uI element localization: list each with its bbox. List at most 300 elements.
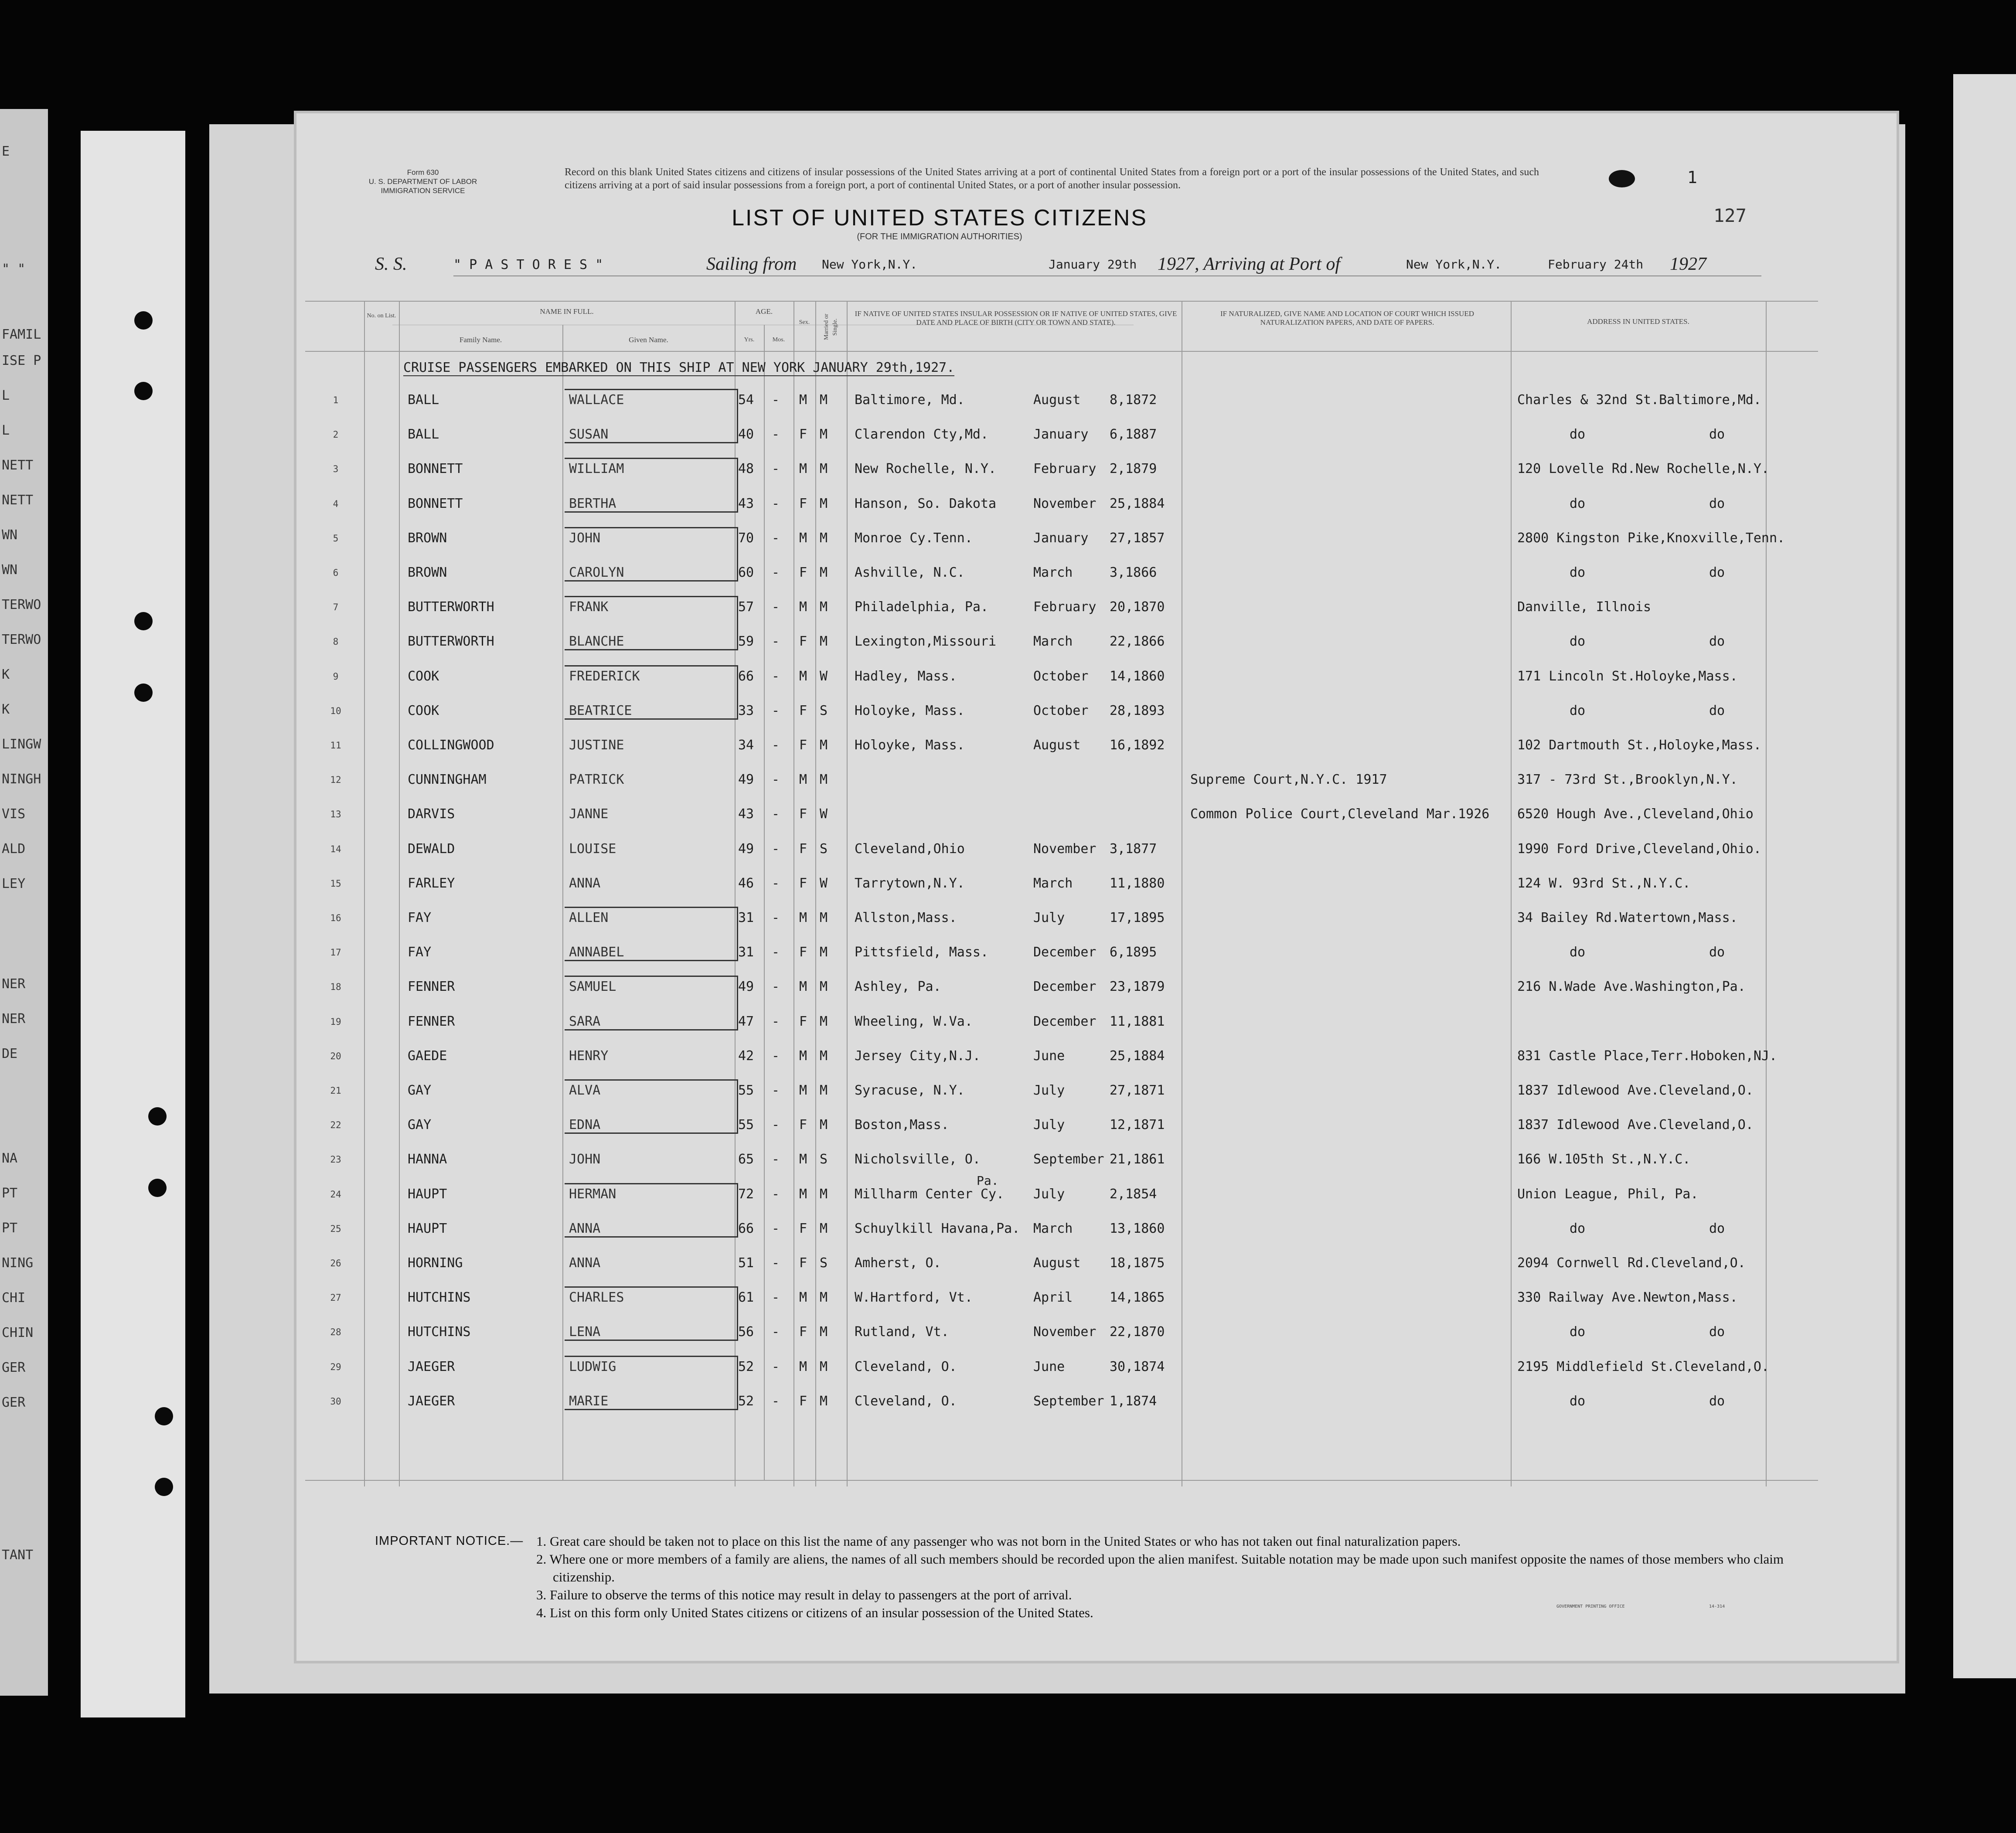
arriving-year: 1927 [1670,254,1706,274]
address-ditto: do [1570,565,1586,580]
address-ditto: do [1570,945,1586,960]
header-top-rule [305,301,1818,302]
age-years: 51 [738,1255,754,1271]
row-number: 4 [333,498,339,509]
row-number: 25 [330,1223,341,1234]
birth-month: August [1033,738,1081,753]
birth-day-year: 28,1893 [1110,703,1165,718]
birth-day-year: 8,1872 [1110,392,1157,408]
birth-day-year: 11,1881 [1110,1013,1165,1029]
notice-item: 2. Where one or more members of a family are aliens, the names of all such members should be recorded upon the alien manifest. Suitable notation may be made upon such manifest opposite the names of those members who claim citizenship. [536,1551,1784,1585]
margin-fragment: ALD [2,841,26,857]
birth-day-year: 25,1884 [1110,1048,1165,1064]
address-ditto: do [1570,1393,1586,1409]
birth-month: July [1033,910,1065,925]
header-sex: Sex. [799,319,810,326]
family-name: HUTCHINS [408,1290,471,1306]
birth-day-year: 22,1870 [1110,1324,1165,1340]
birth-place: Ashville, N.C. [855,565,965,580]
sex: F [799,738,807,753]
address: 1837 Idlewood Ave.Cleveland,O. [1517,1117,1754,1133]
age-years: 52 [738,1393,754,1409]
family-name: COOK [408,668,439,684]
row-number: 19 [330,1016,341,1027]
age-months: - [772,461,780,477]
family-name: DARVIS [408,806,455,822]
age-months: - [772,979,780,995]
family-name: BROWN [408,530,447,546]
birth-place: W.Hartford, Vt. [855,1290,973,1306]
row-number: 11 [330,740,341,751]
margin-fragment: L [2,423,10,438]
sailing-year: 1927 [1158,254,1194,274]
family-name: HANNA [408,1152,447,1167]
marital-status: M [820,634,828,650]
age-years: 47 [738,1013,754,1029]
header-given-name: Given Name. [629,336,668,344]
birth-place: Cleveland, O. [855,1393,957,1409]
row-number: 23 [330,1154,341,1165]
given-name: SAMUEL [569,979,616,995]
sex: F [799,1117,807,1133]
birth-month: November [1033,1324,1097,1340]
age-years: 52 [738,1359,754,1374]
sex: M [799,599,807,615]
margin-fragment: PT [2,1221,18,1236]
sailing-date: January 29th [1049,257,1137,272]
birth-month: March [1033,875,1073,891]
birth-month: December [1033,945,1097,960]
family-name: GAY [408,1117,432,1133]
header-mos: Mos. [772,337,785,343]
birth-place: Boston,Mass. [855,1117,949,1133]
notice-item: 3. Failure to observe the terms of this notice may result in delay to passengers at the port of arrival. [536,1587,1072,1602]
marital-status: M [820,461,828,477]
header-bottom-rule [305,351,1818,352]
age-months: - [772,772,780,788]
table-row [296,461,1822,492]
row-number: 27 [330,1292,341,1303]
age-years: 59 [738,634,754,650]
table-row [296,1324,1822,1355]
family-name: FENNER [408,1013,455,1029]
address: 102 Dartmouth St.,Holoyke,Mass. [1517,738,1761,753]
birth-day-year: 14,1865 [1110,1290,1165,1306]
age-months: - [772,1186,780,1202]
birth-month: September [1033,1393,1104,1409]
birth-day-year: 3,1866 [1110,565,1157,580]
sex: F [799,1255,807,1271]
row-number: 14 [330,843,341,854]
given-name: WALLACE [569,392,624,408]
birth-month: March [1033,634,1073,650]
address: 317 - 73rd St.,Brooklyn,N.Y. [1517,772,1738,788]
margin-fragment: DE [2,1046,18,1061]
birth-place: Ashley, Pa. [855,979,941,995]
age-months: - [772,1083,780,1098]
birth-place: Rutland, Vt. [855,1324,949,1340]
margin-fragment: GER [2,1395,26,1410]
manifest-page [296,113,1897,1661]
marital-status: M [820,496,828,511]
sex: F [799,427,807,442]
sex: M [799,668,807,684]
table-row [296,738,1822,768]
table-row [296,1394,1822,1424]
given-name: BERTHA [569,496,616,511]
birth-month: July [1033,1186,1065,1202]
age-years: 34 [738,738,754,753]
margin-fragment: GER [2,1360,26,1375]
age-years: 31 [738,910,754,925]
family-bracket [565,1356,738,1410]
birth-place: Cleveland,Ohio [855,841,965,857]
family-name: JAEGER [408,1359,455,1374]
family-name: COOK [408,703,439,718]
address: 166 W.105th St.,N.Y.C. [1517,1152,1691,1167]
arriving-label: , Arriving at Port of [1195,254,1341,274]
birth-day-year: 25,1884 [1110,496,1165,511]
age-months: - [772,565,780,580]
family-bracket [565,596,738,650]
address-ditto: do [1570,1221,1586,1236]
sex: F [799,1393,807,1409]
address: 120 Lovelle Rd.New Rochelle,N.Y. [1517,461,1769,477]
margin-fragment: NETT [2,493,34,508]
age-months: - [772,1117,780,1133]
sailing-label: Sailing from [706,254,797,274]
header-birth: IF NATIVE OF UNITED STATES INSULAR POSSESSION OR IF NATIVE OF UNITED STATES, GIVE DATE AND PLACE OF BIRTH (CITY OR TOWN AND STATE). [855,309,1177,326]
address-ditto: do [1709,427,1725,442]
margin-fragment: K [2,702,10,717]
marital-status: M [820,1290,828,1306]
sex: F [799,945,807,960]
birth-month: July [1033,1117,1065,1133]
punch-hole [134,311,153,330]
marital-status: W [820,668,828,684]
age-months: - [772,530,780,546]
arriving-date: February 24th [1548,257,1644,272]
birth-day-year: 2,1854 [1110,1186,1157,1202]
given-name: MARIE [569,1393,609,1409]
row-number: 3 [333,464,339,475]
birth-day-year: 17,1895 [1110,910,1165,925]
given-name: BLANCHE [569,634,624,650]
address-ditto: do [1709,496,1725,511]
address-ditto: do [1709,703,1725,718]
birth-month: August [1033,1255,1081,1271]
marital-status: M [820,1359,828,1374]
birth-day-year: 3,1877 [1110,841,1157,857]
table-row [296,945,1822,975]
given-name: ANNA [569,1255,601,1271]
address-ditto: do [1570,634,1586,650]
header-yrs: Yrs. [744,337,755,343]
given-name: FREDERICK [569,668,640,684]
department-name: U. S. DEPARTMENT OF LABOR [368,177,477,186]
row-number: 2 [333,429,339,440]
row-number: 16 [330,913,341,923]
margin-fragment: WN [2,527,18,543]
age-years: 55 [738,1117,754,1133]
address: 1837 Idlewood Ave.Cleveland,O. [1517,1083,1754,1098]
birth-day-year: 6,1887 [1110,427,1157,442]
header-address: ADDRESS IN UNITED STATES. [1587,317,1689,326]
given-name: LOUISE [569,841,616,857]
row-number: 8 [333,636,339,647]
birth-place: Schuylkill Havana,Pa. [855,1221,1020,1236]
sex: M [799,1048,807,1064]
age-months: - [772,1393,780,1409]
age-years: 65 [738,1152,754,1167]
marital-status: S [820,841,828,857]
birth-month: June [1033,1359,1065,1374]
sex: M [799,910,807,925]
address: 2195 Middlefield St.Cleveland,O. [1517,1359,1769,1374]
marital-status: M [820,1186,828,1202]
marital-status: S [820,703,828,718]
table-row [296,1083,1822,1113]
punch-hole [134,382,153,400]
family-name: GAY [408,1083,432,1098]
naturalization: Supreme Court,N.Y.C. 1917 [1190,772,1387,788]
table-row [296,1187,1822,1217]
family-name: CUNNINGHAM [408,772,487,788]
age-years: 55 [738,1083,754,1098]
given-name: EDNA [569,1117,601,1133]
table-row [296,703,1822,734]
table-row [296,531,1822,561]
address: 124 W. 93rd St.,N.Y.C. [1517,875,1691,891]
sex: F [799,806,807,822]
table-row [296,427,1822,457]
address-ditto: do [1709,634,1725,650]
birth-place: Millharm Center Cy. [855,1186,1005,1202]
family-name: FAY [408,910,432,925]
address: 6520 Hough Ave.,Cleveland,Ohio [1517,806,1754,822]
age-months: - [772,806,780,822]
marital-status: M [820,738,828,753]
family-bracket [565,1079,738,1134]
family-name: BONNETT [408,496,463,511]
birth-month: February [1033,461,1097,477]
birth-month: October [1033,703,1089,718]
margin-fragment: NINGH [2,772,41,787]
address-ditto: do [1709,945,1725,960]
age-months: - [772,1324,780,1340]
table-row [296,979,1822,1010]
age-years: 72 [738,1186,754,1202]
margin-fragment: NETT [2,458,34,473]
family-name: BONNETT [408,461,463,477]
birth-day-year: 2,1879 [1110,461,1157,477]
marital-status: M [820,1048,828,1064]
birth-day-year: 21,1861 [1110,1152,1165,1167]
margin-fragment: K [2,667,10,682]
family-bracket [565,1183,738,1238]
row-number: 17 [330,947,341,958]
birth-day-year: 14,1860 [1110,668,1165,684]
margin-fragment: LEY [2,876,26,891]
row-number: 5 [333,533,339,544]
margin-fragment: TERWO [2,597,41,612]
sex: F [799,496,807,511]
margin-fragment: NER [2,976,26,992]
family-name: HAUPT [408,1221,447,1236]
age-months: - [772,738,780,753]
table-row [296,392,1822,423]
table-row [296,1014,1822,1044]
birth-place: Monroe Cy.Tenn. [855,530,973,546]
address: Danville, Illnois [1517,599,1652,615]
sex: M [799,772,807,788]
table-row [296,1221,1822,1251]
address: Charles & 32nd St.Baltimore,Md. [1517,392,1761,408]
given-name: ALLEN [569,910,609,925]
sex: F [799,565,807,580]
row-number: 29 [330,1361,341,1372]
age-years: 61 [738,1290,754,1306]
margin-fragment: PT [2,1186,18,1201]
cruise-note: CRUISE PASSENGERS EMBARKED ON THIS SHIP AT NEW YORK JANUARY 29th,1927. [403,360,955,375]
table-row [296,634,1822,664]
address: 2094 Cornwell Rd.Cleveland,O. [1517,1255,1746,1271]
family-bracket [565,389,738,443]
table-row [296,599,1822,630]
given-name: SARA [569,1013,601,1029]
address: 330 Railway Ave.Newton,Mass. [1517,1290,1738,1306]
given-name: HENRY [569,1048,609,1064]
family-bracket [565,665,738,720]
margin-fragment: NA [2,1151,18,1166]
family-bracket [565,976,738,1030]
header-married: Married or Single. [823,313,838,340]
margin-fragment: CHIN [2,1325,34,1340]
row-number: 24 [330,1189,341,1200]
address: 216 N.Wade Ave.Washington,Pa. [1517,979,1746,995]
address-ditto: do [1570,703,1586,718]
marital-status: M [820,910,828,925]
marital-status: M [820,1083,828,1098]
table-row [296,772,1822,803]
age-months: - [772,634,780,650]
frame-number: 127 [1713,205,1747,226]
birth-place: Clarendon Cty,Md. [855,427,989,442]
punch-hole [155,1407,173,1425]
margin-fragment: " " [2,262,26,277]
family-name: HUTCHINS [408,1324,471,1340]
birth-place: Allston,Mass. [855,910,957,925]
family-bracket [565,527,738,582]
age-months: - [772,496,780,511]
family-name: HAUPT [408,1186,447,1202]
header-age: AGE. [755,307,773,316]
birth-month: November [1033,841,1097,857]
age-months: - [772,599,780,615]
given-name: CAROLYN [569,565,624,580]
address: Union League, Phil, Pa. [1517,1186,1699,1202]
age-years: 33 [738,703,754,718]
address-ditto: do [1709,1221,1725,1236]
address: 1990 Ford Drive,Cleveland,Ohio. [1517,841,1761,857]
row-number: 30 [330,1396,341,1407]
header-family-name: Family Name. [459,336,502,344]
birth-month: January [1033,427,1089,442]
family-name: DEWALD [408,841,455,857]
birth-day-year: 16,1892 [1110,738,1165,753]
given-name: SUSAN [569,427,609,442]
marital-status: M [820,599,828,615]
age-years: 49 [738,979,754,995]
family-name: BALL [408,392,439,408]
family-name: JAEGER [408,1393,455,1409]
margin-fragment: CHI [2,1290,26,1306]
birth-place: Hanson, So. Dakota [855,496,997,511]
row-number: 28 [330,1327,341,1338]
naturalization: Common Police Court,Cleveland Mar.1926 [1190,806,1490,822]
birth-place: New Rochelle, N.Y. [855,461,997,477]
row-number: 6 [333,568,339,578]
birth-month: June [1033,1048,1065,1064]
sex: M [799,1359,807,1374]
table-row [296,565,1822,595]
notice-item: 1. Great care should be taken not to place on this list the name of any passenger who was not born in the United States or who has not taken out final naturalization papers. [536,1534,1461,1549]
birth-place: Hadley, Mass. [855,668,957,684]
birth-day-year: 23,1879 [1110,979,1165,995]
age-months: - [772,392,780,408]
birth-place: Cleveland, O. [855,1359,957,1374]
sex: M [799,1186,807,1202]
given-name: JOHN [569,1152,601,1167]
birth-month: February [1033,599,1097,615]
birth-place: Amherst, O. [855,1255,941,1271]
margin-fragment: WN [2,562,18,578]
row-number: 10 [330,705,341,716]
age-years: 46 [738,875,754,891]
sex: F [799,1324,807,1340]
row-number: 22 [330,1120,341,1131]
birth-day-year: 13,1860 [1110,1221,1165,1236]
service-name: IMMIGRATION SERVICE [381,187,465,195]
age-years: 40 [738,427,754,442]
row-number: 13 [330,809,341,820]
age-months: - [772,668,780,684]
sailing-port: New York,N.Y. [822,257,918,272]
family-name: BUTTERWORTH [408,599,494,615]
birth-place: Baltimore, Md. [855,392,965,408]
margin-fragment: TANT [2,1547,34,1563]
table-bottom-rule [305,1480,1818,1481]
marital-status: M [820,1324,828,1340]
age-months: - [772,1290,780,1306]
marital-status: M [820,772,828,788]
sex: M [799,530,807,546]
page-title: LIST OF UNITED STATES CITIZENS [732,205,1148,231]
marital-status: S [820,1255,828,1271]
sex: M [799,979,807,995]
family-name: BALL [408,427,439,442]
header-naturalized: IF NATURALIZED, GIVE NAME AND LOCATION OF COURT WHICH ISSUED NATURALIZATION PAPERS, AND DATE OF PAPERS. [1220,309,1474,326]
birth-day-year: 11,1880 [1110,875,1165,891]
address-ditto: do [1570,1324,1586,1340]
birth-day-year: 27,1871 [1110,1083,1165,1098]
sex: F [799,1013,807,1029]
printer-imprint: GOVERNMENT PRINTING OFFICE [1556,1604,1625,1609]
family-name: BROWN [408,565,447,580]
margin-fragment: TERWO [2,632,41,647]
header-name-in-full: NAME IN FULL. [540,307,594,316]
printer-code: 14-314 [1709,1604,1725,1609]
